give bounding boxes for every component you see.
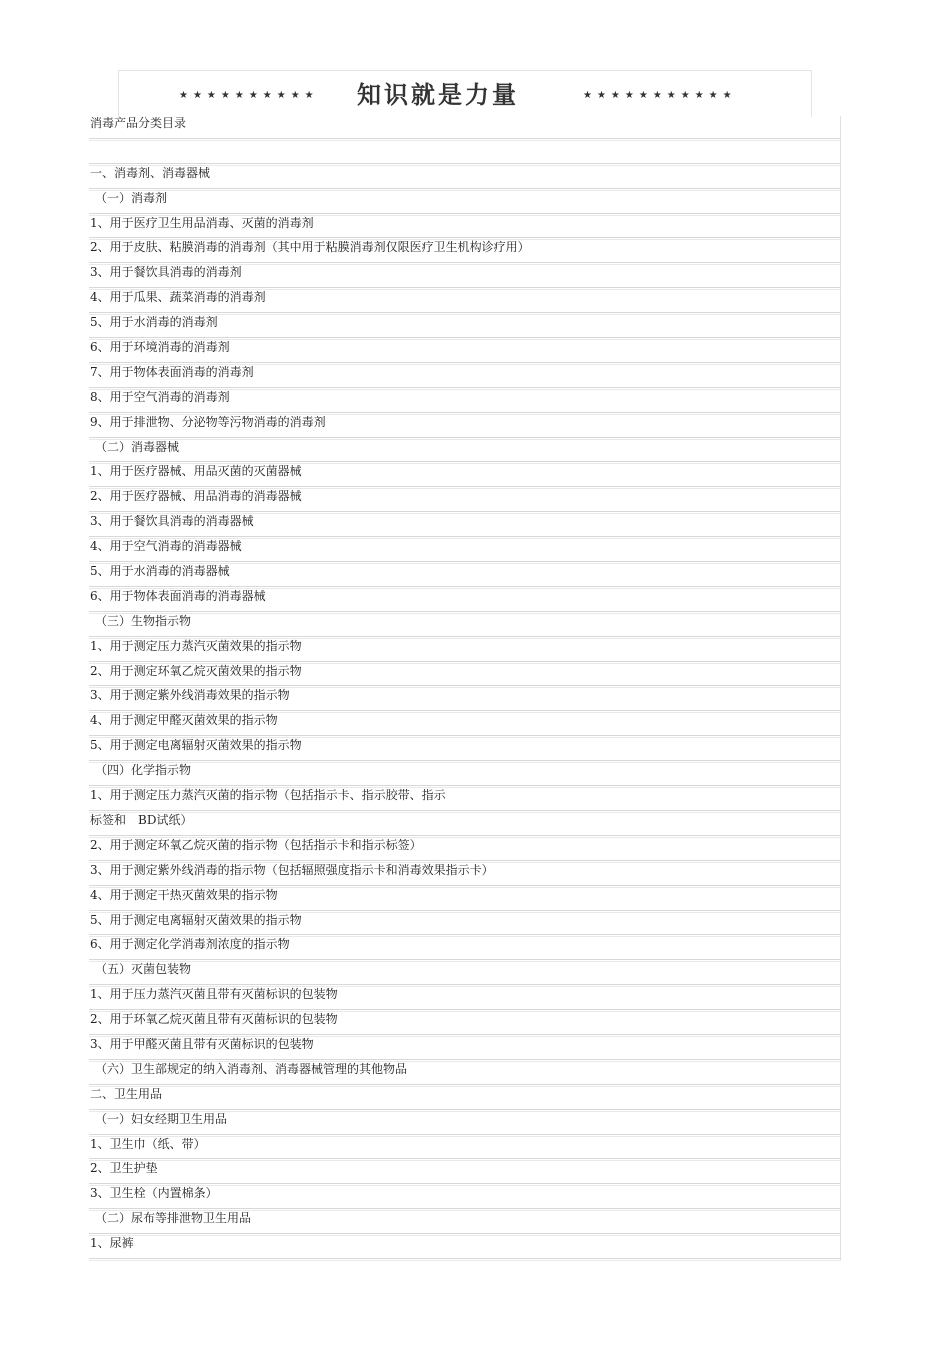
list-item-text: 标签和 BD试纸） (90, 812, 193, 827)
list-item (89, 489, 841, 514)
list-item-text: 6、用于测定化学消毒剂浓度的指示物 (90, 937, 290, 952)
catalog-list (89, 116, 841, 1261)
list-item (89, 913, 841, 938)
list-item (89, 738, 841, 763)
list-item-text: 4、用于测定甲醛灭菌效果的指示物 (90, 713, 278, 728)
list-item-text: 2、用于环氧乙烷灭菌且带有灭菌标识的包装物 (90, 1012, 338, 1027)
list-item-text: 5、用于水消毒的消毒器械 (90, 564, 230, 579)
list-item (89, 888, 841, 913)
stars-left-decoration: ★★★★★★★★★★ (179, 90, 319, 101)
list-item-text: （二）消毒器械 (95, 439, 180, 454)
list-item-text: 5、用于测定电离辐射灭菌效果的指示物 (90, 912, 302, 927)
list-item (89, 265, 841, 290)
list-item (89, 1012, 841, 1037)
list-item-text: 2、用于皮肤、粘膜消毒的消毒剂（其中用于粘膜消毒剂仅限医疗卫生机构诊疗用） (90, 240, 530, 255)
section-heading-row (89, 191, 841, 216)
list-item (89, 1137, 841, 1162)
list-item-text: 7、用于物体表面消毒的消毒剂 (90, 364, 254, 379)
list-item-text: 1、卫生巾（纸、带） (90, 1136, 206, 1151)
list-item-text: （四）化学指示物 (95, 763, 192, 778)
list-item-text: 9、用于排泄物、分泌物等污物消毒的消毒剂 (90, 414, 326, 429)
list-item-text: 1、尿裤 (90, 1236, 134, 1251)
list-item (89, 1161, 841, 1186)
list-item-text: 2、卫生护垫 (90, 1161, 158, 1176)
list-item (89, 141, 841, 166)
list-item (89, 639, 841, 664)
list-item (89, 240, 841, 265)
list-item (89, 1186, 841, 1211)
list-item-text: 1、用于压力蒸汽灭菌且带有灭菌标识的包装物 (90, 987, 338, 1002)
list-item (89, 116, 841, 141)
list-item-text: 4、用于空气消毒的消毒器械 (90, 539, 242, 554)
list-item-text: 4、用于测定干热灭菌效果的指示物 (90, 887, 278, 902)
list-item (89, 838, 841, 863)
list-item-text: 1、用于医疗器械、用品灭菌的灭菌器械 (90, 464, 302, 479)
list-item (89, 589, 841, 614)
list-item (89, 390, 841, 415)
list-item (89, 863, 841, 888)
list-item-text: （一）妇女经期卫生用品 (95, 1111, 228, 1126)
list-item-text: 6、用于物体表面消毒的消毒器械 (90, 588, 266, 603)
section-heading-row (89, 1112, 841, 1137)
list-item (89, 340, 841, 365)
list-item (89, 166, 841, 191)
list-item (89, 216, 841, 241)
list-item-text: 二、卫生用品 (90, 1086, 163, 1101)
list-item (89, 1236, 841, 1261)
list-item-text: 3、用于甲醛灭菌且带有灭菌标识的包装物 (90, 1036, 314, 1051)
header-banner (118, 70, 812, 117)
list-item-text: （一）消毒剂 (95, 190, 168, 205)
list-item-text: 3、用于餐饮具消毒的消毒器械 (90, 514, 254, 529)
list-item-text: 3、卫生栓（内置棉条） (90, 1186, 218, 1201)
list-item-text: 1、用于测定压力蒸汽灭菌效果的指示物 (90, 638, 302, 653)
list-item-text: 5、用于水消毒的消毒剂 (90, 315, 218, 330)
banner-title: 知识就是力量 (357, 81, 519, 109)
list-item-text: 2、用于测定环氧乙烷灭菌效果的指示物 (90, 663, 302, 678)
list-item (89, 365, 841, 390)
stars-right-decoration: ★★★★★★★★★★★ (583, 90, 737, 101)
list-item-text: 一、消毒剂、消毒器械 (90, 165, 211, 180)
list-item-text: 6、用于环境消毒的消毒剂 (90, 340, 230, 355)
list-item-text: （六）卫生部规定的纳入消毒剂、消毒器械管理的其他物品 (95, 1061, 408, 1076)
list-item (89, 415, 841, 440)
list-item (89, 514, 841, 539)
list-item (89, 539, 841, 564)
list-item (89, 1087, 841, 1112)
list-item-text: （三）生物指示物 (95, 613, 192, 628)
list-item (89, 315, 841, 340)
section-heading-row (89, 1211, 841, 1236)
list-item-text: （五）灭菌包装物 (95, 962, 192, 977)
list-item (89, 788, 841, 813)
list-item (89, 464, 841, 489)
section-heading-row (89, 440, 841, 465)
list-item-text: 3、用于测定紫外线消毒效果的指示物 (90, 688, 290, 703)
section-heading-row (89, 614, 841, 639)
section-heading-row (89, 962, 841, 987)
list-item-text: 1、用于测定压力蒸汽灭菌的指示物（包括指示卡、指示胶带、指示 (90, 788, 446, 803)
list-item (89, 564, 841, 589)
list-item-text: 4、用于瓜果、蔬菜消毒的消毒剂 (90, 290, 266, 305)
list-item (89, 937, 841, 962)
list-item (89, 688, 841, 713)
list-item-text: 5、用于测定电离辐射灭菌效果的指示物 (90, 738, 302, 753)
list-item (89, 290, 841, 315)
list-item-text: 2、用于医疗器械、用品消毒的消毒器械 (90, 489, 302, 504)
list-item (89, 813, 841, 838)
list-item-text: 1、用于医疗卫生用品消毒、灭菌的消毒剂 (90, 215, 314, 230)
section-heading-row (89, 763, 841, 788)
section-heading-row (89, 1062, 841, 1087)
list-item-text: （二）尿布等排泄物卫生用品 (95, 1211, 252, 1226)
list-item-text: 3、用于测定紫外线消毒的指示物（包括辐照强度指示卡和消毒效果指示卡） (90, 862, 494, 877)
list-item (89, 664, 841, 689)
list-item (89, 713, 841, 738)
list-item (89, 987, 841, 1012)
list-item-text: 2、用于测定环氧乙烷灭菌的指示物（包括指示卡和指示标签） (90, 837, 422, 852)
list-item-text: 8、用于空气消毒的消毒剂 (90, 389, 230, 404)
list-item (89, 1037, 841, 1062)
list-item-text: 消毒产品分类目录 (90, 116, 187, 130)
list-item-text: 3、用于餐饮具消毒的消毒剂 (90, 265, 242, 280)
